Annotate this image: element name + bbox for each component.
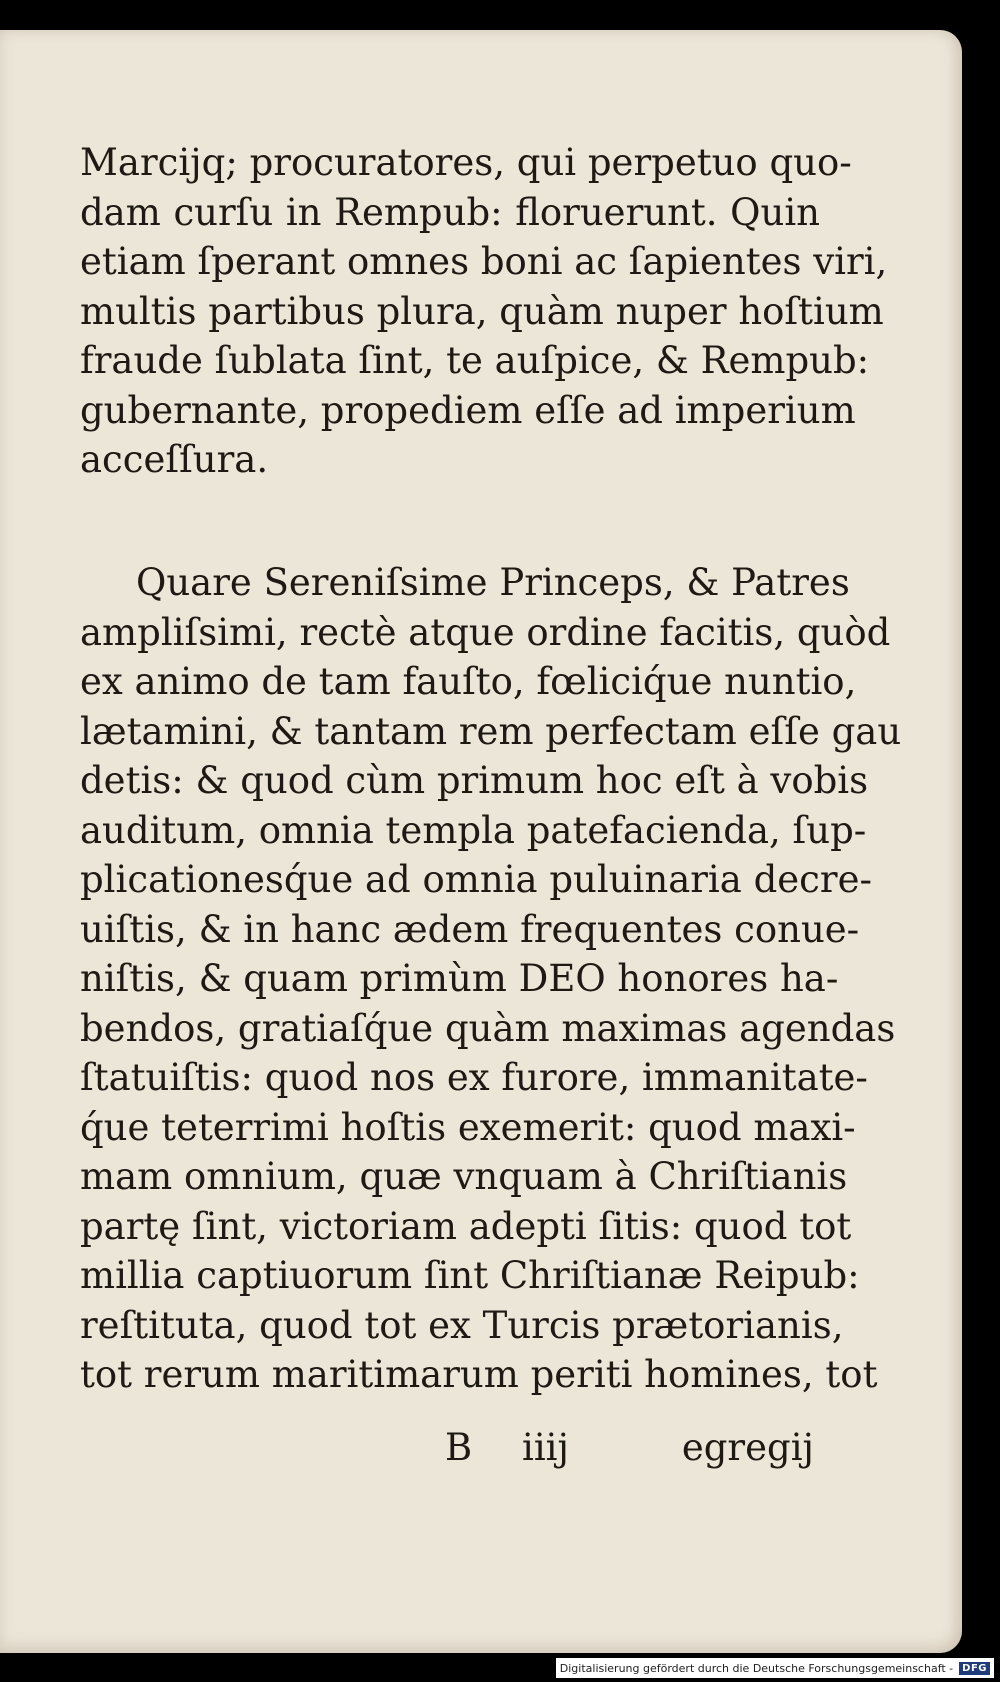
footer-text: Digitalisierung gefördert durch die Deutsche Forschungsgemeinschaft - (559, 1661, 954, 1675)
text-line: etiam ſperant omnes boni ac ſapientes viri, (80, 240, 888, 283)
signature-number: iiij (522, 1426, 569, 1469)
text-line: uiſtis, & in hanc ædem frequentes conue- (80, 907, 860, 951)
digitization-footer (556, 1658, 994, 1678)
signature-line (80, 1426, 820, 1476)
text-line: Quare Sereniſsime Princeps, & Patres (136, 561, 850, 604)
text-line: partę ſint, victoriam adepti ſitis: quod tot (80, 1204, 852, 1248)
text-line: ampliſsimi, rectè atque ordine facitis, quòd (80, 610, 891, 654)
text-line: dam curſu in Rempub: floruerunt. Quin (80, 190, 820, 234)
text-line: multis partibus plura, quàm nuper hoſtium (80, 289, 884, 333)
text-line: lætamini, & tantam rem perfectam eſſe gau (80, 709, 902, 753)
text-line: fraude ſublata ſint, te auſpice, & Rempub: (80, 339, 870, 382)
paragraph-2 (80, 558, 902, 1400)
book-page (0, 30, 962, 1653)
text-line: auditum, omnia templa patefacienda, ſup- (80, 808, 867, 852)
signature-mark: B (445, 1426, 473, 1469)
text-line: mam omnium, quæ vnquam à Chriſtianis (80, 1155, 848, 1198)
text-line: Marcijq; procuratores, qui perpetuo quo- (80, 141, 852, 184)
dfg-logo: DFG (959, 1662, 990, 1675)
text-line: reſtituta, quod tot ex Turcis prætorianis, (80, 1303, 844, 1347)
text-line: plicationesq́ue ad omnia puluinaria decre- (80, 858, 872, 901)
catchword: egregij (681, 1426, 814, 1469)
text-line: gubernante, propediem eſſe ad imperium (80, 388, 856, 432)
text-line: tot rerum maritimarum periti homines, tot (80, 1353, 878, 1396)
text-line: acceſſura. (80, 438, 269, 481)
text-line: ex animo de tam fauſto, fœliciq́ue nuntio, (80, 660, 857, 703)
text-line: detis: & quod cùm primum hoc eſt à vobis (80, 759, 869, 802)
text-line: millia captiuorum ſint Chriſtianæ Reipub: (80, 1254, 860, 1297)
text-line: ſtatuiſtis: quod nos ex furore, immanitate- (80, 1056, 868, 1099)
text-line: q́ue teterrimi hoſtis exemerit: quod maxi- (80, 1105, 856, 1149)
paragraph-1 (80, 138, 888, 485)
text-line: bendos, gratiaſq́ue quàm maximas agendas (80, 1006, 896, 1050)
text-line: niſtis, & quam primùm DEO honores ha- (80, 957, 839, 1000)
